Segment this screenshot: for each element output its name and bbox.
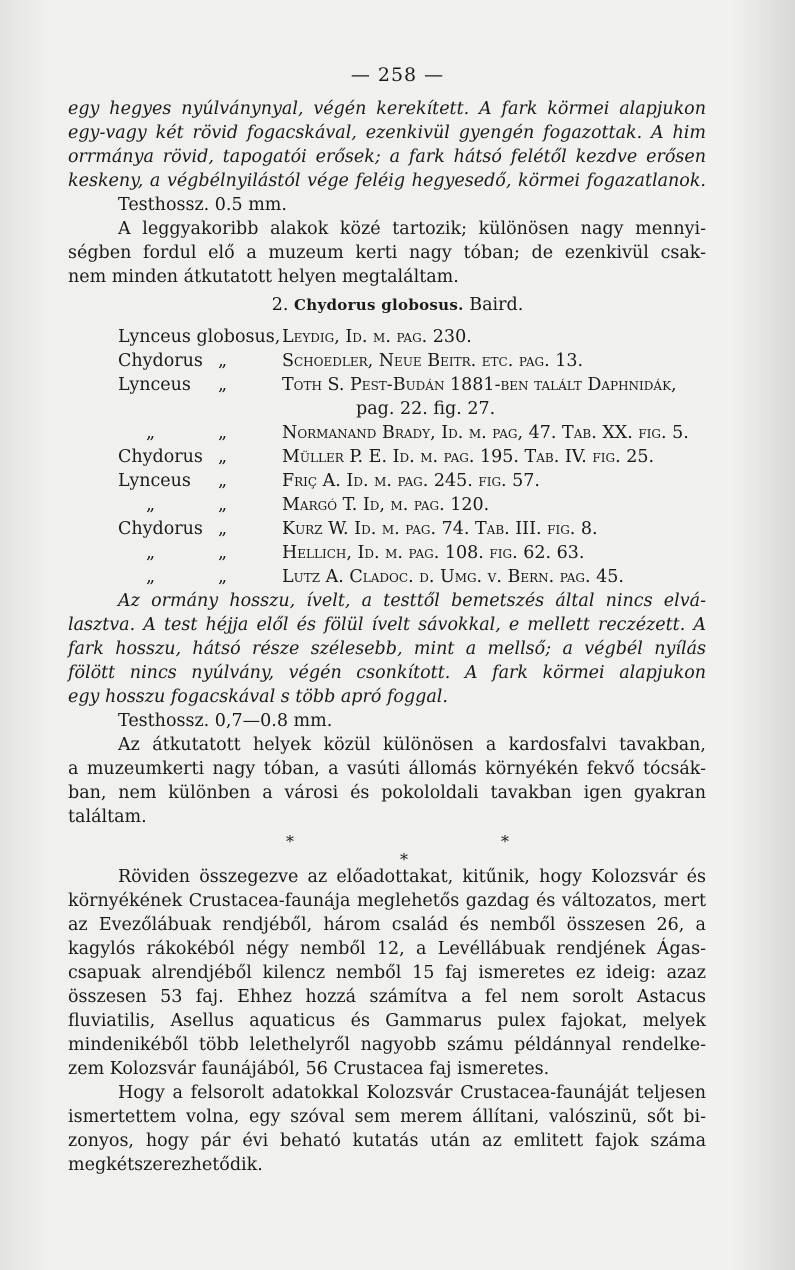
species-number: 2. <box>271 295 289 315</box>
text-line: Testhossz. 0.5 mm. <box>118 195 287 215</box>
synonym-reference: Margó T. Id, m. pag. 120. <box>282 495 490 515</box>
species-heading <box>0 294 795 316</box>
text-line: ismertettem volna, egy szóval sem merem állítani, valószinü, sőt bi- <box>68 1107 706 1127</box>
text-line: összesen 53 faj. Ehhez hozzá számítva a fel nem sorolt Astacus <box>68 987 706 1007</box>
synonym-reference: pag. 22. fig. 27. <box>356 399 496 419</box>
text-line: zem Kolozsvár faunájából, 56 Crustacea faj ismeretes. <box>68 1059 550 1079</box>
synonym-genus: Lynceus <box>118 375 191 395</box>
text-line: nem minden átkutatott helyen megtaláltam. <box>68 267 459 287</box>
synonym-reference: Hellich, Id. m. pag. 108. fig. 62. 63. <box>282 543 585 563</box>
text-line: keskeny, a végbélnyilástól vége feléig hegyesedő, körmei fogazatlanok. <box>68 171 706 191</box>
ditto-mark: „ <box>218 423 228 443</box>
text-line: kagylós rákokéból négy nemből 12, a Levéllábuak rendjének Ágas- <box>68 939 706 959</box>
text-line: fark hosszu, hátsó része szélesebb, mint a mellső; a végbél nyílás <box>68 639 706 659</box>
species-name: Chydorus globosus. <box>294 296 464 314</box>
synonym-genus: „ <box>146 567 156 587</box>
synonym-genus: Chydorus <box>118 447 203 467</box>
ditto-mark: „ <box>218 495 228 515</box>
text-line: egy hegyes nyúlványnyal, végén kerekített. A fark körmei alapjukon <box>68 99 706 119</box>
asterisk: * <box>400 850 408 869</box>
synonym-reference: Lutz A. Cladoc. d. Umg. v. Bern. pag. 45. <box>282 567 624 587</box>
text-line: megkétszerezhetődik. <box>68 1155 263 1175</box>
ditto-mark: „ <box>218 471 228 491</box>
species-author: Baird. <box>469 295 524 315</box>
text-line: A leggyakoribb alakok közé tartozik; különösen nagy mennyi- <box>118 219 706 239</box>
text-line: találtam. <box>68 807 147 827</box>
text-line: zonyos, hogy pár évi beható kutatás után az emlitett fajok száma <box>68 1131 706 1151</box>
text-line: fluviatilis, Asellus aquaticus és Gammarus pulex fajokat, melyek <box>68 1011 706 1031</box>
text-line: egy-vagy két rövid fogacskával, ezenkivül gyengén fogazottak. A him <box>68 123 706 143</box>
synonym-reference: Normanand Brady, Id. m. pag, 47. Tab. XX. fig. 5. <box>282 423 689 443</box>
synonym-genus: Lynceus globosus, <box>118 327 281 347</box>
text-line: az Evezőlábuak rendjéből, három család és nemből összesen 26, a <box>68 915 706 935</box>
ditto-mark: „ <box>218 543 228 563</box>
synonym-reference: Kurz W. Id. m. pag. 74. Tab. III. fig. 8. <box>282 519 598 539</box>
text-line: Testhossz. 0,7—0.8 mm. <box>118 711 333 731</box>
synonym-genus: „ <box>146 423 156 443</box>
asterisk: * <box>286 832 294 851</box>
ditto-mark: „ <box>218 519 228 539</box>
text-line: csapuak alrendjéből kilencz nemből 15 faj ismeretes ez ideig: azaz <box>68 963 706 983</box>
synonym-genus: „ <box>146 495 156 515</box>
page-number: — 258 — <box>350 64 445 86</box>
synonym-genus: Chydorus <box>118 519 203 539</box>
text-line: Hogy a felsorolt adatokkal Kolozsvár Crustacea-faunáját teljesen <box>118 1083 706 1103</box>
synonym-genus: Lynceus <box>118 471 191 491</box>
text-line: Az átkutatott helyek közül különösen a kardosfalvi tavakban, <box>118 735 706 755</box>
text-line: Röviden összegezve az előadottakat, kitűnik, hogy Kolozsvár és <box>118 867 706 887</box>
ditto-mark: „ <box>218 351 228 371</box>
text-line: Az ormány hosszu, ívelt, a testtől bemetszés által nincs elvá- <box>118 591 706 611</box>
text-line: ban, nem különben a városi és pokololdali tavakban igen gyakran <box>68 783 706 803</box>
text-line: orrmánya rövid, tapogatói erősek; a fark hátsó felétől kezdve erősen <box>68 147 706 167</box>
ditto-mark: „ <box>218 567 228 587</box>
text-line: a muzeumkerti nagy tóban, a vasúti állomás környékén fekvő tócsák- <box>68 759 706 779</box>
synonym-genus: Chydorus <box>118 351 203 371</box>
synonym-reference: Friç A. Id. m. pag. 245. fig. 57. <box>282 471 540 491</box>
synonym-reference: Toth S. Pest-Budán 1881-ben talált Daphnidák, <box>282 375 677 395</box>
synonym-reference: Schoedler, Neue Beitr. etc. pag. 13. <box>282 351 584 371</box>
asterisk: * <box>501 832 509 851</box>
ditto-mark: „ <box>218 375 228 395</box>
ditto-mark: „ <box>218 447 228 467</box>
text-line: fölött nincs nyúlvány, végén csonkított. A fark körmei alapjukon <box>68 663 706 683</box>
text-line: mindenikéből több lelethelyről nagyobb számu példánnyal rendelke- <box>68 1035 706 1055</box>
text-line: ségben fordul elő a muzeum kerti nagy tóban; de ezenkivül csak- <box>68 243 706 263</box>
text-line: lasztva. A test héjja elől és fölül ívelt sávokkal, e mellett reczézett. A <box>68 615 706 635</box>
synonym-reference: Müller P. E. Id. m. pag. 195. Tab. IV. fig. 25. <box>282 447 655 467</box>
synonym-reference: Leydig, Id. m. pag. 230. <box>282 327 472 347</box>
text-line: egy hosszu fogacskával s több apró foggal. <box>68 687 448 707</box>
text-line: környékének Crustacea-faunája meglehetős gazdag és változatos, mert <box>68 891 706 911</box>
synonym-genus: „ <box>146 543 156 563</box>
